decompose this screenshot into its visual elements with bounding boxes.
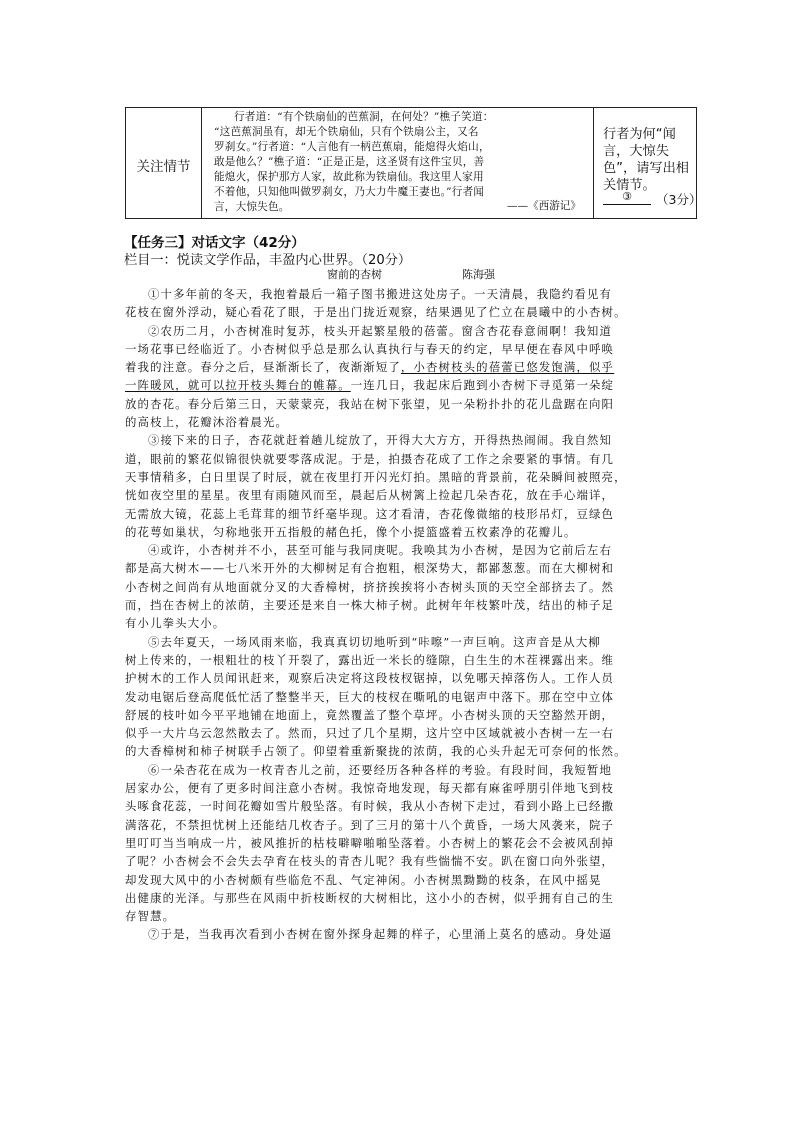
body-line: 存智慧。 [125, 909, 176, 924]
table-label: 关注情节 [136, 159, 191, 175]
excerpt-line: 行者道：“有个铁扇仙的芭蕉洞，在何处？”樵子笑道： [234, 111, 494, 123]
body-line: 却发现大风中的小杏树颇有些临危不乱、气定神闲。小杏树黑黝黝的枝条，在风中摇晃 [125, 872, 602, 887]
body-line: 的大香樟树和柿子树联手占领了。仰望着重新聚拢的浓荫，我的心头升起无可奈何的怅然。 [125, 744, 627, 759]
task-heading: 【任务三】对话文字（42分） [124, 235, 305, 251]
body-line: 护树木的工作人员闻讯赶来，观察后决定将这段枝杈锯掉，以免哪天掉落伤人。工作人员 [125, 671, 615, 686]
question-table [125, 107, 702, 219]
body-line: 的高枝上，花瓣沐浴着晨光。 [125, 415, 289, 430]
blank-mark: ③ [622, 190, 632, 203]
body-line: 着我的注意。春分之后，昼渐渐长了，夜渐渐短了，小杏树枝头的蓓蕾已悠发饱满，似乎 [125, 360, 615, 375]
body-line: 的花萼如巢状，匀称地张开五指般的赭色托，像个小提篮盛着五枚素净的花瓣儿。 [125, 524, 577, 539]
body-line: ⑤去年夏天，一场风雨来临，我真真切切地听到“咔嚓”一声巨响。这声音是从大柳 [148, 634, 601, 649]
body-line: ③接下来的日子，杏花就赶着趟儿绽放了，开得大大方方，开得热热闹闹。我自然知 [148, 433, 613, 448]
question-text: 行者为何“闻言，大惊失色”，请写出相关情节。 [603, 127, 689, 193]
body-line: 恍如夜空里的星星。夜里有雨随风而至，晨起后从树篱上捡起几朵杏花，放在手心端详， [125, 488, 615, 503]
body-line: 小杏树之间尚有从地面就分叉的大香樟树，挤挤挨挨将小杏树头顶的天空全部挤去了。然 [125, 579, 615, 594]
body-line: ⑥一朵杏花在成为一枚青杏儿之前，还要经历各种各样的考验。有段时间，我短暂地 [148, 762, 613, 777]
body-line: 头啄食花蕊，一时间花瓣如雪片般坠落。有时候，我从小杏树下走过，看到小路上已经撒 [125, 799, 615, 814]
body-line: 天事情稍多，白日里误了时辰，就在夜里打开闪光灯拍。黑暗的背景前，花朵瞬间被照亮， [125, 469, 627, 484]
excerpt-line: 言，大惊失色。 [214, 201, 290, 213]
body-line: ②农历二月，小杏树准时复苏，枝头开起繁星般的蓓蕾。窗含杏花春意闹啊！我知道 [148, 323, 613, 338]
excerpt-line: 能熄火，保护那方人家，故此称为铁扇仙。我这里人家用 [214, 171, 484, 183]
body-line: ⑦于是，当我再次看到小杏树在窗外探身起舞的样子，心里涌上莫名的感动。身处逼 [148, 927, 613, 942]
excerpt-line: 罗刹女。”行者道：“人言他有一柄芭蕉扇，能熄得火焰山， [214, 141, 490, 153]
body-line: 树上传来的，一根粗壮的枝丫开裂了，露出近一米长的缝隙，白生生的木茬裸露出来。维 [125, 652, 615, 667]
body-line: 道，眼前的繁花似锦很快就要零落成泥。于是，拍摄杏花成了工作之余要紧的事情。有几 [125, 451, 615, 466]
excerpt-line: 不着他，只知他叫做罗刹女，乃大力牛魔王妻也。”行者闻 [214, 186, 485, 198]
column-heading: 栏目一：悦读文学作品，丰盈内心世界。（20分） [124, 253, 412, 268]
body-line: 有小儿拳头大小。 [125, 616, 226, 631]
body-line: 满落花，不禁担忧树上还能结几枚杏子。到了三月的第十八个黄昏，一场大风袭来，院子 [125, 817, 615, 832]
body-line: 一阵暖风，就可以拉开枝头舞台的帷幕。一连几日，我起床后跑到小杏树下寻觅第一朵绽 [125, 378, 615, 393]
article-title: 窗前的杏树 [327, 268, 382, 281]
question-cell [594, 108, 702, 218]
excerpt-line: 敢是他么？”樵子道：“正是正是，这圣贤有这件宝贝，善 [214, 156, 485, 168]
body-line: 发动电锯后登高爬低忙活了整整半天，巨大的枝杈在嘶吼的电锯声中落下。那在空中立体 [125, 689, 615, 704]
excerpt-source: ——《西游记》 [506, 200, 581, 212]
answer-blank[interactable] [603, 190, 651, 205]
body-line: 一场花事已经临近了。小杏树似乎总是那么认真执行与春天的约定，早早便在春风中呼唤 [125, 341, 615, 356]
body-line: 里叮叮当当响成一片，被风推折的枯枝噼噼啪啪坠落着。小杏树上的繁花会不会被风刮掉 [125, 835, 615, 850]
question-points: （3分） [656, 192, 702, 207]
body-line: 了呢？小杏树会不会失去孕育在枝头的青杏儿呢？我有些惴惴不安。趴在窗口向外张望， [125, 854, 615, 869]
body-line: ④或许，小杏树并不小，甚至可能与我同庚呢。我唤其为小杏树，是因为它前后左右 [148, 543, 613, 558]
article-body [125, 285, 673, 944]
article-author: 陈海强 [462, 268, 495, 281]
excerpt-cell [202, 108, 594, 218]
body-line: 花枝在窗外浮动，疑心看花了眼，于是出门拢近观察，结果遇见了伫立在晨曦中的小杏树。 [125, 305, 627, 320]
body-line: 放的杏花。春分后第三日，天蒙蒙亮，我站在树下张望，见一朵粉扑扑的花儿盘踞在向阳 [125, 396, 615, 411]
body-line: 都是高大树木——七八米开外的大柳树足有合抱粗，根深势大，都鄙葱葱。而在大柳树和 [125, 561, 615, 576]
body-line: 居家办公，便有了更多时间注意小杏树。我惊奇地发现，每天都有麻雀呼朋引伴地飞到枝 [125, 781, 615, 796]
excerpt-line: “这芭蕉洞虽有，却无个铁扇仙，只有个铁扇公主，又名 [214, 126, 479, 138]
body-line: 而，挡在杏树上的浓荫，主要还是来自一株大柿子树。此树年年枝繁叶茂，结出的柿子足 [125, 598, 615, 613]
body-line: 似乎一大片乌云忽然散去了。然而，只过了几个星期，这片空中区域就被小杏树一左一右 [125, 726, 615, 741]
body-line: 舒展的枝叶如今平平地铺在地面上，竟然覆盖了整个草坪。小杏树头顶的天空豁然开朗， [125, 707, 615, 722]
body-line: 出健康的光泽。与那些在风雨中折枝断杈的大树相比，这小小的杏树，似乎拥有自己的生 [125, 890, 615, 905]
body-line: ①十多年前的冬天，我抱着最后一箱子图书搬进这处房子。一天清晨，我隐约看见有 [148, 287, 613, 301]
table-label-cell [126, 108, 202, 218]
body-line: 无需放大镜，花蕊上毛茸茸的细节纤毫毕现。这才看清，杏花像微缩的枝形吊灯，豆绿色 [125, 506, 615, 521]
